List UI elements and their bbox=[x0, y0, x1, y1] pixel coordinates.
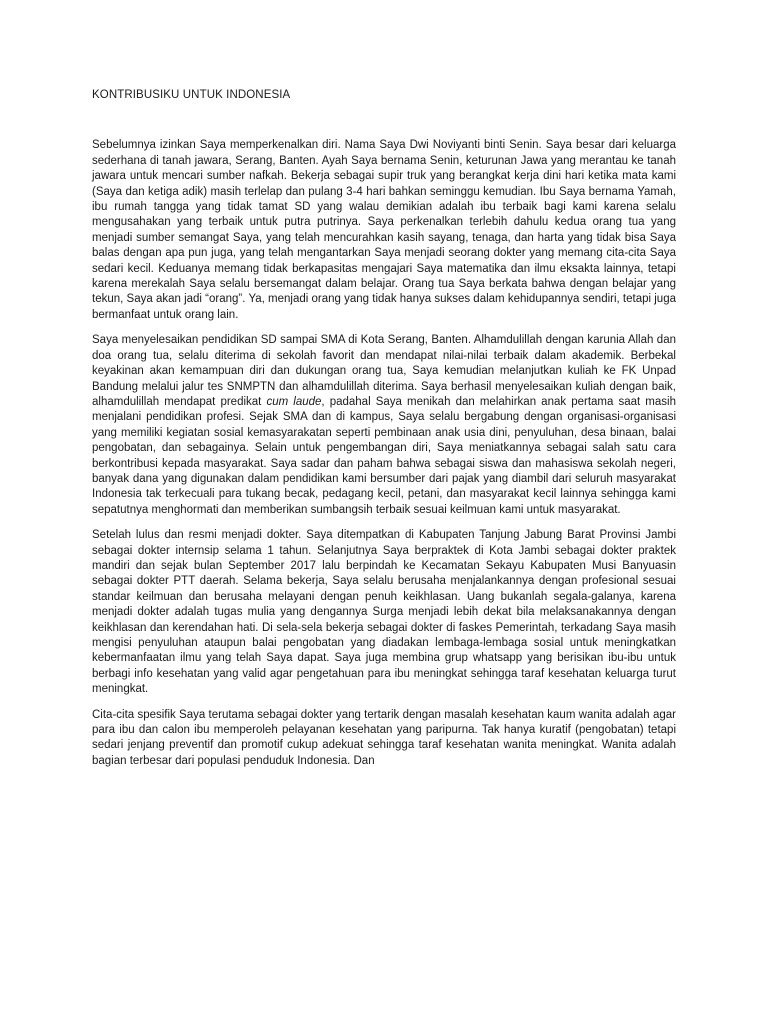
paragraph-introduction: Sebelumnya izinkan Saya memperkenalkan diri. Nama Saya Dwi Noviyanti binti Senin. Saya besar dari keluarga sederhana di tanah jawara, Serang, Banten. Ayah Saya bernama Senin, keturunan Jawa yang merantau ke tanah jawara untuk mencari sumber nafkah. Bekerja sebagai supir truk yang berangkat kerja dini hari ketika mata kami (Saya dan ketiga adik) masih terlelap dan pulang 3-4 hari bahkan seminggu kemudian. Ibu Saya bernama Yamah, ibu rumah tangga yang tidak tamat SD yang walau demikian adalah ibu terbaik bagi kami karena selalu mengusahakan yang terbaik untuk putra putrinya. Saya perkenalkan terlebih dahulu kedua orang tua yang menjadi sumber semangat Saya, yang telah mencurahkan kasih sayang, tenaga, dan harta yang tidak bisa Saya balas dengan apa pun juga, yang telah mengantarkan Saya menjadi seorang dokter yang memang cita-cita Saya sedari kecil. Keduanya memang tidak berkapasitas mengajari Saya matematika dan ilmu eksakta lainnya, tetapi karena merekalah Saya selalu bersemangat dalam belajar. Orang tua Saya berkata bahwa dengan belajar yang tekun, Saya akan jadi “orang”. Ya, menjadi orang yang tidak hanya sukses dalam kehidupannya sendiri, tetapi juga bermanfaat untuk orang lain. bbox=[92, 139, 676, 321]
paragraph-education-text-after: , padahal Saya menikah dan melahirkan anak pertama saat masih menjalani pendidikan profesi. Sejak SMA dan di kampus, Saya selalu bergabung dengan organisasi-organisasi yang memiliki kegiatan sosial kemasyarakatan seperti pembinaan anak usia dini, penyuluhan, desa binaan, balai pengobatan, dan sebagainya. Selain untuk pengembangan diri, Saya meniatkannya sebagai salah satu cara berkontribusi kepada masyarakat. Saya sadar dan paham bahwa sebagai siswa dan mahasiswa sekolah negeri, banyak dana yang digunakan dalam pendidikan kami bersumber dari pajak yang diambil dari seluruh masyarakat Indonesia tak terkecuali para tukang becak, pedagang kecil, petani, dan masyarakat kecil lainnya sehingga kami sepatutnya menghormati dan memberikan sumbangsih terbaik sesuai keilmuan kami untuk masyarakat. bbox=[92, 395, 676, 516]
paragraph-education-text-before: Saya menyelesaikan pendidikan SD sampai SMA di Kota Serang, Banten. Alhamdulillah dengan karunia Allah dan doa orang tua, selalu diterima di sekolah favorit dan mendapat nilai-nilai terbaik dalam akademik. Berbekal keyakinan akan kemampuan diri dan dukungan orang tua, Saya kemudian melanjutkan kuliah ke FK Unpad Bandung melalui jalur tes SNMPTN dan alhamdulillah diterima. Saya berhasil menyelesaikan kuliah dengan baik, alhamdulillah mendapat predikat bbox=[92, 334, 676, 408]
paragraph-education-italic: cum laude bbox=[266, 395, 322, 408]
paragraph-education bbox=[92, 333, 676, 518]
document-body bbox=[92, 88, 676, 779]
paragraph-aspiration: Cita-cita spesifik Saya terutama sebagai dokter yang tertarik dengan masalah kesehatan kaum wanita adalah agar para ibu dan calon ibu memperoleh pelayanan kesehatan yang paripurna. Tak hanya kuratif (pengobatan) tetapi sedari jenjang preventif dan promotif cukup adekuat sehingga taraf kesehatan wanita meningkat. Wanita adalah bagian terbesar dari populasi penduduk Indonesia. Dan bbox=[92, 708, 676, 767]
document-title: KONTRIBUSIKU UNTUK INDONESIA bbox=[92, 89, 291, 101]
paragraph-career: Setelah lulus dan resmi menjadi dokter. Saya ditempatkan di Kabupaten Tanjung Jabung Barat Provinsi Jambi sebagai dokter internsip selama 1 tahun. Selanjutnya Saya berpraktek di Kota Jambi sebagai dokter praktek mandiri dan sejak bulan September 2017 lalu berpindah ke Kecamatan Sekayu Kabupaten Musi Banyuasin sebagai dokter PTT daerah. Selama bekerja, Saya selalu berusaha menjalankannya dengan profesional sesuai standar keilmuan dan berusaha melayani dengan penuh keikhlasan. Uang bukanlah segala-galanya, karena menjadi dokter adalah tugas mulia yang dengannya Surga menjadi lebih dekat bila melaksanakannya dengan keikhlasan dan kerendahan hati. Di sela-sela bekerja sebagai dokter di faskes Pemerintah, terkadang Saya masih mengisi penyuluhan ataupun balai pengobatan yang diadakan lembaga-lembaga sosial untuk meningkatkan kebermanfaatan ilmu yang telah Saya dapat. Saya juga membina grup whatsapp yang berisikan ibu-ibu untuk berbagi info kesehatan yang valid agar pengetahuan para ibu meningkat sehingga taraf kesehatan keluarga turut meningkat. bbox=[92, 529, 676, 696]
